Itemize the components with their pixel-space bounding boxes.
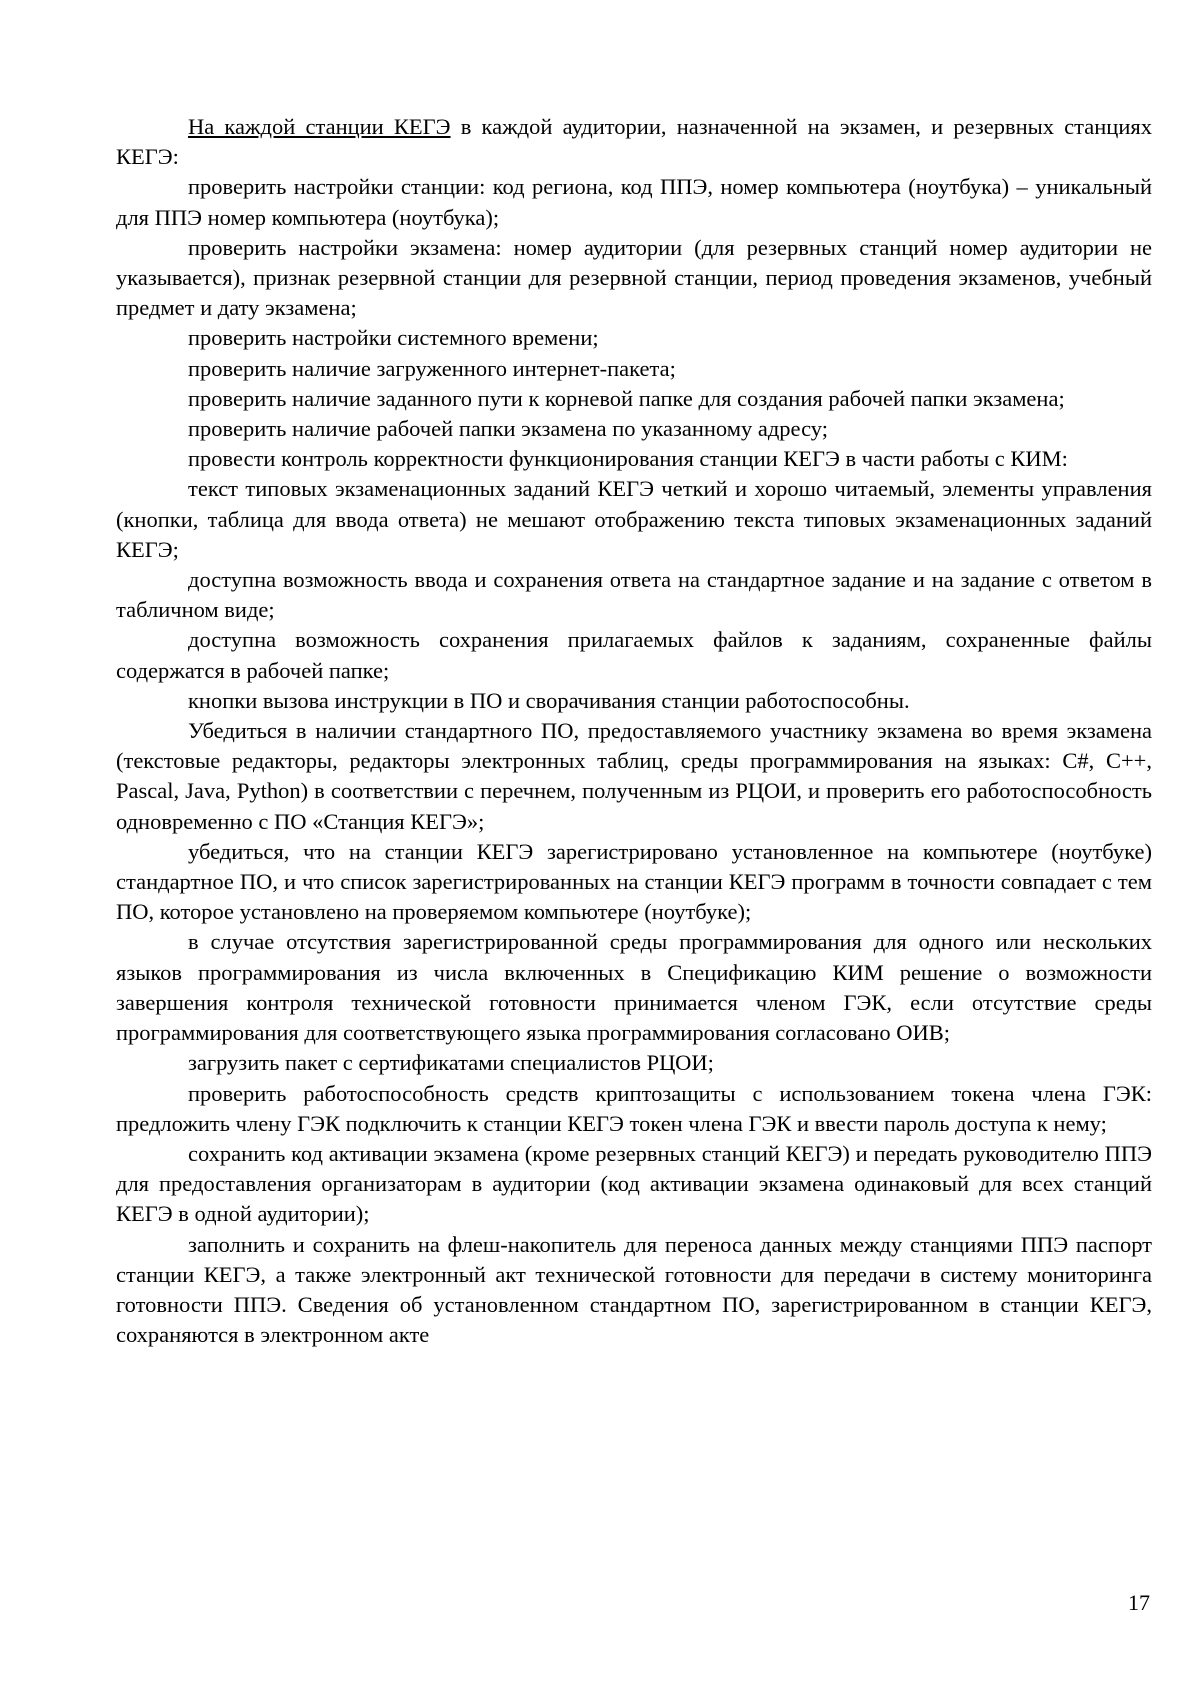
paragraph: проверить наличие рабочей папки экзамена по указанному адресу; <box>188 416 828 442</box>
paragraph: текст типовых экзаменационных заданий КЕГЭ четкий и хорошо читаемый, элементы управления (кнопки, таблица для ввода ответа) не мешают отображению текста типовых экзаменационных заданий КЕГЭ; <box>116 476 1152 562</box>
document-body <box>116 112 1152 1350</box>
paragraph: доступна возможность сохранения прилагаемых файлов к заданиям, сохраненные файлы содержатся в рабочей папке; <box>116 627 1152 683</box>
paragraph-intro <box>116 112 1152 172</box>
paragraph: кнопки вызова инструкции в ПО и сворачивания станции работоспособны. <box>188 687 910 713</box>
paragraph: проверить наличие заданного пути к корневой папке для создания рабочей папки экзамена; <box>188 385 1065 411</box>
paragraph: загрузить пакет с сертификатами специалистов РЦОИ; <box>188 1050 714 1076</box>
paragraph: проверить наличие загруженного интернет-пакета; <box>188 355 676 381</box>
paragraph: Убедиться в наличии стандартного ПО, предоставляемого участнику экзамена во время экзамена (текстовые редакторы, редакторы электронных таблиц, среды программирования на языках: C#, C++, Pascal, Java, Python) в соответствии с перечнем, полученным из РЦОИ, и проверить его работоспособность одновременно с ПО «Станция КЕГЭ»; <box>116 718 1152 834</box>
underlined-lead-text: На каждой станции КЕГЭ <box>188 114 451 139</box>
paragraph: проверить настройки экзамена: номер аудитории (для резервных станций номер аудитории не указывается), признак резервной станции для резервной станции, период проведения экзаменов, учебный предмет и дату экзамена; <box>116 234 1152 321</box>
paragraph: сохранить код активации экзамена (кроме резервных станций КЕГЭ) и передать руководителю ППЭ для предоставления организаторам в аудитории (код активации экзамена одинаковый для всех станций КЕГЭ в одной аудитории); <box>116 1140 1152 1227</box>
paragraph: проверить работоспособность средств криптозащиты с использованием токена члена ГЭК: предложить члену ГЭК подключить к станции КЕГЭ токен члена ГЭК и ввести пароль доступа к нему; <box>116 1080 1152 1136</box>
paragraph: заполнить и сохранить на флеш-накопитель для переноса данных между станциями ППЭ паспорт станции КЕГЭ, а также электронный акт технической готовности для передачи в систему мониторинга готовности ППЭ. Сведения об установленном стандартном ПО, зарегистрированном в станции КЕГЭ, сохраняются в электронном акте <box>116 1231 1152 1348</box>
paragraph: проверить настройки станции: код региона, код ППЭ, номер компьютера (ноутбука) – уникальный для ППЭ номер компьютера (ноутбука); <box>116 174 1152 230</box>
intro-rest-text: в каждой аудитории, назначенной на экзамен, и резервных станциях КЕГЭ: <box>116 114 1152 170</box>
paragraph: проверить настройки системного времени; <box>188 325 599 351</box>
paragraph: убедиться, что на станции КЕГЭ зарегистрировано установленное на компьютере (ноутбуке) стандартное ПО, и что список зарегистрированных на станции КЕГЭ программ в точности совпадает с тем ПО, которое установлено на проверяемом компьютере (ноутбуке); <box>116 838 1152 925</box>
paragraph: доступна возможность ввода и сохранения ответа на стандартное задание и на задание с ответом в табличном виде; <box>116 567 1152 623</box>
paragraph: в случае отсутствия зарегистрированной среды программирования для одного или нескольких языков программирования из числа включенных в Спецификацию КИМ решение о возможности завершения контроля технической готовности принимается членом ГЭК, если отсутствие среды программирования для соответствующего языка программирования согласовано ОИВ; <box>116 929 1152 1046</box>
paragraph: провести контроль корректности функционирования станции КЕГЭ в части работы с КИМ: <box>188 446 1068 472</box>
page-number: 17 <box>1128 1590 1150 1615</box>
